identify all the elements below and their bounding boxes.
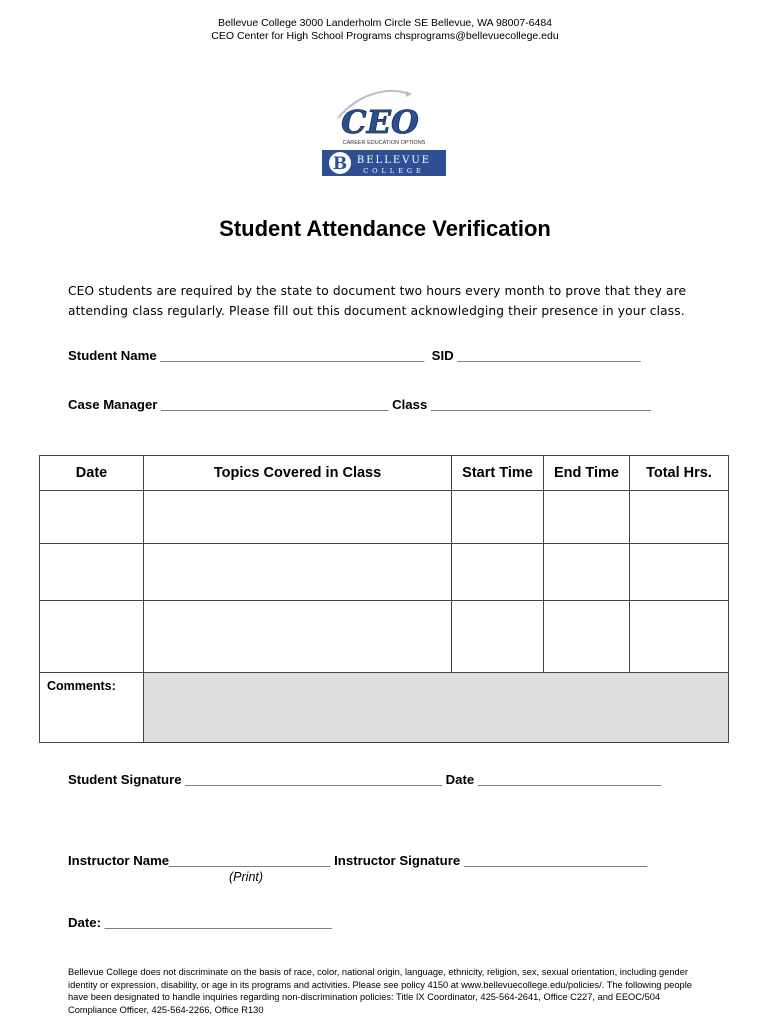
logo-wordmark: CEO	[341, 103, 419, 141]
comments-row	[40, 673, 729, 743]
table-cell[interactable]	[452, 491, 544, 544]
logo-badge-line2: COLLEGE	[363, 167, 425, 175]
table-cell[interactable]	[630, 601, 729, 673]
ceo-bellevue-logo	[318, 88, 452, 180]
table-row	[40, 601, 729, 673]
table-cell[interactable]	[544, 544, 630, 601]
comments-input[interactable]	[144, 673, 729, 743]
col-header-start-time: Start Time	[452, 456, 544, 491]
intro-paragraph: CEO students are required by the state to document two hours every month to prove that they are attending class regularly. Please fill out this document acknowledging their presence in your class.	[68, 284, 687, 318]
logo-badge-letter: B	[332, 154, 348, 174]
table-cell[interactable]	[630, 544, 729, 601]
date-field[interactable]: Date: _______________________________	[68, 915, 333, 930]
non-discrimination-footer: Bellevue College does not discriminate on the basis of race, color, national origin, language, ethnicity, religion, sex, sexual orientation, including gender identity or expression, disability, or age in its programs and activities. Please see policy 4150 at www.bellevuecollege.edu/policies/. The following people have been designated to handle inquiries regarding non-discrimination policies: Title IX Coordinator, 425-564-2641, Office C227, and EEOC/504 Compliance Officer, 425-564-2266, Office R130	[68, 967, 692, 1015]
table-cell[interactable]	[630, 491, 729, 544]
table-cell[interactable]	[144, 601, 452, 673]
comments-label: Comments:	[40, 673, 144, 743]
table-cell[interactable]	[144, 544, 452, 601]
table-cell[interactable]	[40, 601, 144, 673]
col-header-date: Date	[40, 456, 144, 491]
table-header-row	[40, 456, 729, 491]
instructor-name-signature-field[interactable]: Instructor Name______________________ Instructor Signature _________________________	[68, 853, 648, 868]
table-cell[interactable]	[40, 491, 144, 544]
print-note: (Print)	[229, 870, 264, 884]
student-name-sid-field[interactable]: Student Name ____________________________________ SID _________________________	[68, 348, 641, 363]
col-header-topics: Topics Covered in Class	[144, 456, 452, 491]
table-cell[interactable]	[452, 544, 544, 601]
table-cell[interactable]	[40, 544, 144, 601]
header-program-contact: CEO Center for High School Programs chsprograms@bellevuecollege.edu	[211, 30, 559, 42]
table-cell[interactable]	[544, 491, 630, 544]
page-title: Student Attendance Verification	[219, 216, 551, 241]
case-manager-class-field[interactable]: Case Manager _______________________________ Class ______________________________	[68, 397, 651, 412]
attendance-table	[39, 455, 728, 742]
header-address: Bellevue College 3000 Landerholm Circle SE Bellevue, WA 98007-6484	[217, 17, 553, 29]
logo-tagline: CAREER EDUCATION OPTIONS	[342, 140, 426, 146]
table-cell[interactable]	[144, 491, 452, 544]
table-cell[interactable]	[452, 601, 544, 673]
table-row	[40, 491, 729, 544]
col-header-total-hrs: Total Hrs.	[630, 456, 729, 491]
table-cell[interactable]	[544, 601, 630, 673]
table-row	[40, 544, 729, 601]
col-header-end-time: End Time	[544, 456, 630, 491]
student-signature-date-field[interactable]: Student Signature ___________________________________ Date _________________________	[68, 772, 662, 787]
logo-badge-line1: BELLEVUE	[356, 155, 432, 166]
